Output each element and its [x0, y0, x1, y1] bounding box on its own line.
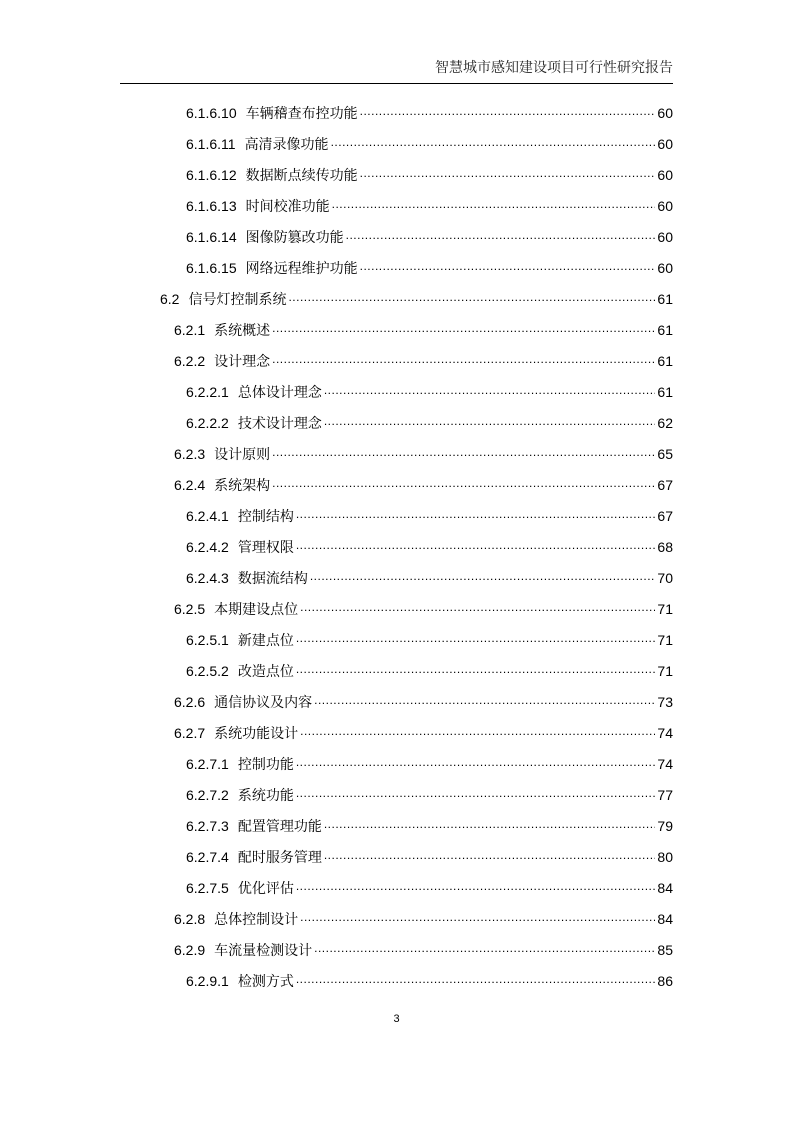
- toc-entry-page: 71: [657, 662, 673, 679]
- toc-entry-number: 6.2.3: [174, 445, 206, 462]
- toc-entry-page: 84: [657, 910, 673, 927]
- toc-entry-page: 61: [657, 290, 673, 307]
- toc-entry-title: 优化评估: [237, 880, 294, 897]
- toc-entry-title: 信号灯控制系统: [188, 291, 287, 308]
- toc-entry-number: 6.2.7.1: [186, 755, 229, 772]
- toc-entry-title: 网络远程维护功能: [245, 260, 358, 277]
- toc-entry-title: 设计原则: [214, 446, 271, 463]
- toc-entry-page: 74: [657, 755, 673, 772]
- toc-entry[interactable]: [0, 159, 793, 190]
- toc-entry-title: 配时服务管理: [237, 849, 322, 866]
- toc-entry-number: 6.2.4: [174, 476, 206, 493]
- toc-entry-title: 本期建设点位: [214, 601, 299, 618]
- toc-entry-page: 61: [657, 383, 673, 400]
- toc-dot-leader: [300, 602, 655, 616]
- toc-entry-number: 6.2.5.1: [186, 631, 229, 648]
- toc-entry[interactable]: [0, 345, 793, 376]
- toc-entry-page: 67: [657, 507, 673, 524]
- toc-dot-leader: [324, 416, 656, 430]
- toc-entry-page: 60: [657, 228, 673, 245]
- toc-entry[interactable]: [0, 717, 793, 748]
- toc-entry-page: 80: [657, 848, 673, 865]
- toc-entry-title: 系统架构: [214, 477, 271, 494]
- toc-entry[interactable]: [0, 469, 793, 500]
- toc-entry-page: 77: [657, 786, 673, 803]
- toc-entry-number: 6.2.4.3: [186, 569, 229, 586]
- toc-entry-title: 总体设计理念: [237, 384, 322, 401]
- toc-entry-title: 设计理念: [214, 353, 271, 370]
- toc-entry-page: 74: [657, 724, 673, 741]
- toc-dot-leader: [300, 726, 655, 740]
- toc-entry-title: 配置管理功能: [237, 818, 322, 835]
- toc-entry-number: 6.2.6: [174, 693, 206, 710]
- toc-entry-page: 61: [657, 321, 673, 338]
- toc-entry-title: 新建点位: [237, 632, 294, 649]
- toc-entry-number: 6.2.9.1: [186, 972, 229, 989]
- toc-entry[interactable]: [0, 748, 793, 779]
- toc-entry-number: 6.2.7.5: [186, 879, 229, 896]
- toc-entry[interactable]: [0, 841, 793, 872]
- toc-entry-title: 控制功能: [237, 756, 294, 773]
- toc-dot-leader: [272, 447, 655, 461]
- toc-entry[interactable]: [0, 376, 793, 407]
- toc-dot-leader: [346, 230, 656, 244]
- toc-entry-title: 系统功能: [237, 787, 294, 804]
- toc-entry-title: 控制结构: [237, 508, 294, 525]
- toc-entry[interactable]: [0, 934, 793, 965]
- toc-dot-leader: [296, 664, 656, 678]
- toc-entry[interactable]: [0, 128, 793, 159]
- toc-entry-title: 改造点位: [237, 663, 294, 680]
- toc-entry-page: 60: [657, 259, 673, 276]
- toc-entry-number: 6.2.2.2: [186, 414, 229, 431]
- header-rule: [120, 83, 673, 84]
- toc-entry-title: 数据断点续传功能: [245, 167, 358, 184]
- toc-entry-number: 6.2.7.2: [186, 786, 229, 803]
- toc-entry[interactable]: [0, 252, 793, 283]
- toc-entry-number: 6.2: [160, 290, 180, 307]
- toc-dot-leader: [324, 385, 656, 399]
- toc-dot-leader: [296, 633, 656, 647]
- toc-entry-number: 6.1.6.15: [186, 259, 237, 276]
- toc-entry[interactable]: [0, 593, 793, 624]
- toc-entry-number: 6.2.2.1: [186, 383, 229, 400]
- toc-entry[interactable]: [0, 314, 793, 345]
- toc-entry-number: 6.1.6.10: [186, 104, 237, 121]
- toc-entry[interactable]: [0, 221, 793, 252]
- toc-entry-page: 60: [657, 197, 673, 214]
- toc-entry[interactable]: [0, 283, 793, 314]
- toc-entry[interactable]: [0, 562, 793, 593]
- toc-dot-leader: [272, 478, 655, 492]
- toc-entry-number: 6.1.6.11: [186, 135, 236, 152]
- toc-dot-leader: [314, 943, 655, 957]
- toc-entry[interactable]: [0, 97, 793, 128]
- toc-entry-title: 图像防篡改功能: [245, 229, 344, 246]
- toc-dot-leader: [324, 819, 656, 833]
- toc-entry-title: 车辆稽查布控功能: [245, 105, 358, 122]
- toc-entry-title: 技术设计理念: [237, 415, 322, 432]
- toc-entry-number: 6.2.8: [174, 910, 206, 927]
- toc-entry-number: 6.2.7.3: [186, 817, 229, 834]
- toc-entry-title: 总体控制设计: [214, 911, 299, 928]
- toc-entry-page: 65: [657, 445, 673, 462]
- toc-entry-page: 70: [657, 569, 673, 586]
- toc-entry-title: 车流量检测设计: [214, 942, 313, 959]
- toc-entry-page: 60: [657, 104, 673, 121]
- toc-entry[interactable]: [0, 624, 793, 655]
- toc-dot-leader: [310, 571, 656, 585]
- toc-entry-title: 检测方式: [237, 973, 294, 990]
- toc-entry-page: 71: [657, 600, 673, 617]
- toc-entry-number: 6.2.4.1: [186, 507, 229, 524]
- toc-entry-page: 61: [657, 352, 673, 369]
- table-of-contents: [0, 97, 793, 996]
- toc-dot-leader: [296, 881, 656, 895]
- toc-dot-leader: [296, 788, 656, 802]
- toc-entry-number: 6.2.4.2: [186, 538, 229, 555]
- toc-entry-number: 6.2.5: [174, 600, 206, 617]
- toc-dot-leader: [331, 137, 656, 151]
- toc-dot-leader: [288, 292, 655, 306]
- toc-dot-leader: [314, 695, 655, 709]
- toc-entry[interactable]: [0, 686, 793, 717]
- toc-entry-page: 68: [657, 538, 673, 555]
- toc-dot-leader: [360, 261, 656, 275]
- toc-entry-number: 6.2.7.4: [186, 848, 229, 865]
- toc-entry[interactable]: [0, 655, 793, 686]
- toc-entry-title: 数据流结构: [237, 570, 308, 587]
- toc-dot-leader: [296, 540, 656, 554]
- toc-entry[interactable]: [0, 190, 793, 221]
- toc-dot-leader: [272, 323, 655, 337]
- toc-dot-leader: [300, 912, 655, 926]
- toc-entry-page: 84: [657, 879, 673, 896]
- document-header-title: 智慧城市感知建设项目可行性研究报告: [435, 60, 673, 76]
- toc-entry-number: 6.2.1: [174, 321, 206, 338]
- toc-entry-number: 6.1.6.14: [186, 228, 237, 245]
- toc-entry-number: 6.1.6.13: [186, 197, 237, 214]
- toc-entry-title: 系统功能设计: [214, 725, 299, 742]
- toc-entry-title: 系统概述: [214, 322, 271, 339]
- toc-entry[interactable]: [0, 531, 793, 562]
- toc-entry[interactable]: [0, 965, 793, 996]
- toc-dot-leader: [360, 168, 656, 182]
- toc-entry-number: 6.2.7: [174, 724, 206, 741]
- toc-entry-page: 60: [657, 135, 673, 152]
- toc-entry[interactable]: [0, 438, 793, 469]
- toc-entry[interactable]: [0, 779, 793, 810]
- toc-dot-leader: [296, 757, 656, 771]
- toc-entry[interactable]: [0, 903, 793, 934]
- toc-entry-page: 67: [657, 476, 673, 493]
- toc-entry[interactable]: [0, 872, 793, 903]
- toc-entry-title: 管理权限: [237, 539, 294, 556]
- toc-entry-page: 62: [657, 414, 673, 431]
- toc-entry[interactable]: [0, 810, 793, 841]
- toc-dot-leader: [272, 354, 655, 368]
- toc-entry-number: 6.2.2: [174, 352, 206, 369]
- toc-dot-leader: [332, 199, 656, 213]
- page-number: 3: [393, 1013, 400, 1025]
- toc-dot-leader: [360, 106, 656, 120]
- toc-entry-title: 时间校准功能: [245, 198, 330, 215]
- toc-entry[interactable]: [0, 500, 793, 531]
- toc-entry-page: 86: [657, 972, 673, 989]
- toc-entry-page: 60: [657, 166, 673, 183]
- toc-dot-leader: [296, 509, 656, 523]
- toc-entry-number: 6.2.5.2: [186, 662, 229, 679]
- toc-entry[interactable]: [0, 407, 793, 438]
- toc-dot-leader: [324, 850, 656, 864]
- toc-entry-title: 高清录像功能: [244, 136, 329, 153]
- toc-entry-title: 通信协议及内容: [214, 694, 313, 711]
- toc-entry-page: 73: [657, 693, 673, 710]
- toc-entry-page: 85: [657, 941, 673, 958]
- toc-entry-page: 79: [657, 817, 673, 834]
- toc-entry-number: 6.1.6.12: [186, 166, 237, 183]
- toc-dot-leader: [296, 974, 656, 988]
- toc-entry-page: 71: [657, 631, 673, 648]
- toc-entry-number: 6.2.9: [174, 941, 206, 958]
